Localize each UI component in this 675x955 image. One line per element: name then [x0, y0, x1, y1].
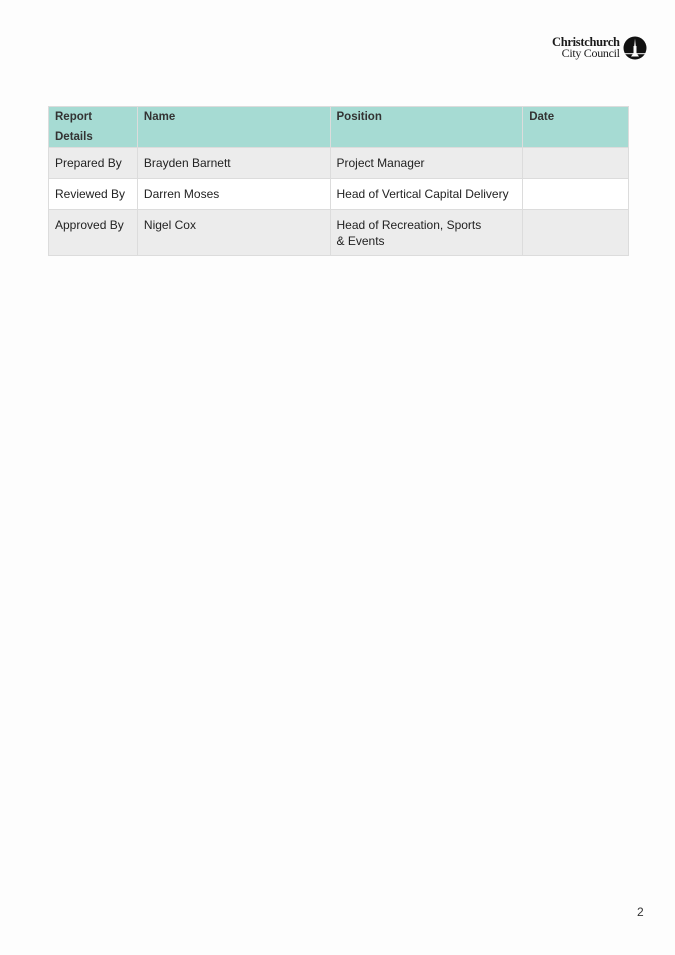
report-details-table [48, 106, 629, 256]
table-row [49, 179, 629, 210]
cathedral-emblem-icon [623, 36, 647, 60]
column-header-report-details: Report Details [49, 107, 138, 148]
cell-detail: Approved By [49, 210, 138, 256]
column-header-date: Date [523, 107, 629, 148]
logo-text [552, 37, 620, 59]
table-row [49, 148, 629, 179]
cell-date [523, 148, 629, 179]
cell-detail: Prepared By [49, 148, 138, 179]
cell-position: Project Manager [330, 148, 523, 179]
cell-detail: Reviewed By [49, 179, 138, 210]
table-row [49, 210, 629, 256]
cell-position: Head of Vertical Capital Delivery [330, 179, 523, 210]
logo-line-2: City Council [561, 46, 620, 60]
cell-name: Darren Moses [137, 179, 330, 210]
table-header-row [49, 107, 629, 148]
column-header-name: Name [137, 107, 330, 148]
page-number: 2 [637, 905, 644, 919]
column-header-position: Position [330, 107, 523, 148]
cell-position: Head of Recreation, Sports & Events [330, 210, 523, 256]
council-logo [552, 36, 647, 60]
cell-name: Brayden Barnett [137, 148, 330, 179]
logo-line-1: Christchurch [552, 35, 620, 49]
cell-date [523, 179, 629, 210]
cell-date [523, 210, 629, 256]
cell-name: Nigel Cox [137, 210, 330, 256]
